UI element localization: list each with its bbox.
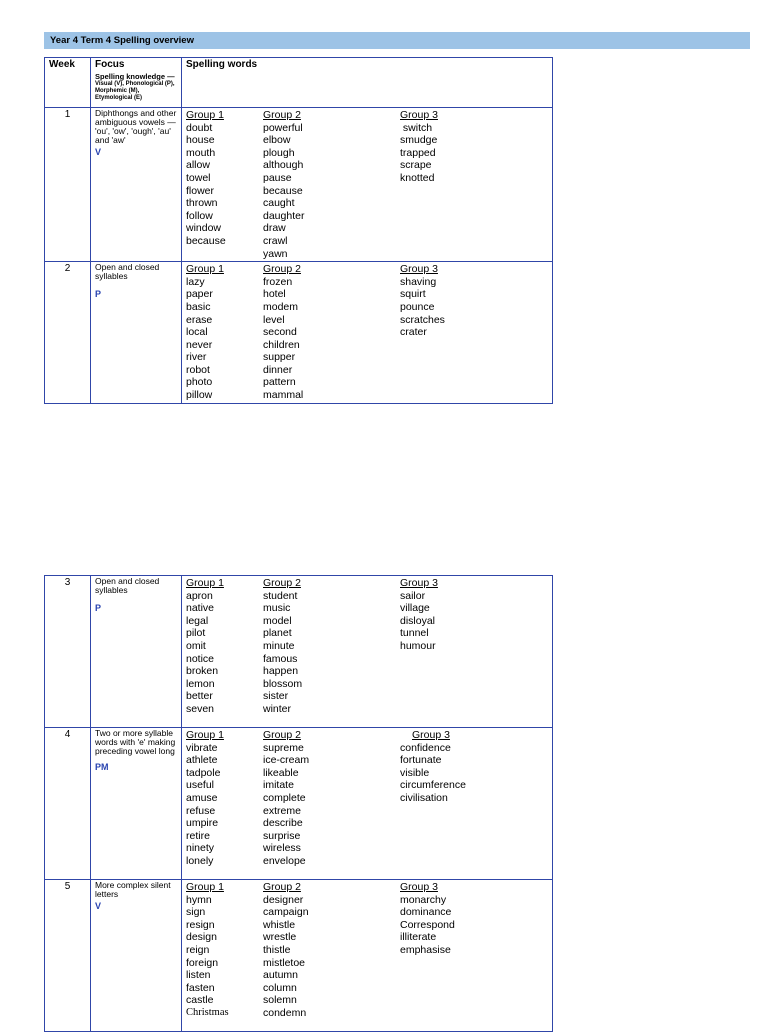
spelling-word: mouth bbox=[186, 146, 216, 159]
group-heading: Group 2 bbox=[263, 577, 301, 589]
spelling-word: paper bbox=[186, 288, 213, 301]
week-number: 3 bbox=[45, 576, 91, 728]
spelling-knowledge-detail: Visual (V), Phonological (P), Morphemic (M), Etymological (E) bbox=[95, 81, 175, 101]
spelling-knowledge-title: Spelling knowledge — bbox=[95, 72, 175, 81]
spelling-word: draw bbox=[263, 222, 286, 235]
spelling-word: Christmas bbox=[186, 1006, 229, 1018]
spelling-word: column bbox=[263, 981, 297, 994]
word-group-1 bbox=[186, 577, 263, 716]
spelling-word: wireless bbox=[263, 842, 301, 855]
spelling-word: fortunate bbox=[400, 754, 442, 767]
knowledge-code: V bbox=[95, 147, 102, 157]
spelling-word: although bbox=[263, 159, 304, 172]
word-group-3 bbox=[400, 263, 540, 402]
word-group-1 bbox=[186, 263, 263, 402]
spelling-word: describe bbox=[263, 817, 303, 830]
spelling-word: envelope bbox=[263, 854, 306, 867]
spelling-word: emphasise bbox=[400, 943, 451, 956]
word-group-1 bbox=[186, 109, 263, 260]
spelling-word: flower bbox=[186, 184, 215, 197]
word-group-1 bbox=[186, 881, 263, 1020]
spelling-word: trapped bbox=[400, 146, 436, 159]
spelling-words-header: Spelling words bbox=[182, 58, 553, 108]
spelling-word: river bbox=[186, 351, 207, 364]
spelling-word: monarchy bbox=[400, 893, 447, 906]
group-heading: Group 2 bbox=[263, 109, 301, 121]
spelling-word: umpire bbox=[186, 817, 219, 830]
spelling-word: scrape bbox=[400, 159, 432, 172]
spelling-word: hymn bbox=[186, 893, 212, 906]
spelling-word: allow bbox=[186, 159, 210, 172]
spelling-word: condemn bbox=[263, 1006, 307, 1019]
spelling-word: athlete bbox=[186, 754, 218, 767]
spelling-word: refuse bbox=[186, 804, 216, 817]
spelling-word: wrestle bbox=[263, 931, 297, 944]
spelling-word: famous bbox=[263, 652, 298, 665]
word-group-2 bbox=[263, 881, 400, 1020]
document-title: Year 4 Term 4 Spelling overview bbox=[44, 32, 750, 49]
week-row bbox=[45, 262, 553, 404]
spelling-word: plough bbox=[263, 146, 295, 159]
word-group-2 bbox=[263, 729, 400, 868]
spelling-word: mistletoe bbox=[263, 956, 306, 969]
spelling-word: autumn bbox=[263, 969, 299, 982]
spelling-word: omit bbox=[186, 639, 206, 652]
group-heading: Group 1 bbox=[186, 577, 224, 589]
header-row bbox=[45, 58, 553, 108]
spelling-word: ninety bbox=[186, 842, 215, 855]
spelling-word: sign bbox=[186, 906, 206, 919]
spelling-word: sailor bbox=[400, 589, 426, 602]
focus-description: Open and closed syllables bbox=[95, 262, 160, 282]
spelling-word: switch bbox=[400, 121, 433, 134]
spelling-word: dominance bbox=[400, 906, 452, 919]
group-heading: Group 3 bbox=[400, 263, 438, 276]
spelling-word: complete bbox=[263, 791, 306, 804]
spelling-word: model bbox=[263, 614, 292, 627]
spelling-word: planet bbox=[263, 627, 292, 640]
spelling-word: amuse bbox=[186, 791, 218, 804]
spelling-word: extreme bbox=[263, 804, 301, 817]
week-number: 2 bbox=[45, 262, 91, 404]
spelling-word: Correspond bbox=[400, 918, 455, 931]
spelling-word: surprise bbox=[263, 829, 301, 842]
focus-cell bbox=[91, 108, 182, 262]
spelling-word: caught bbox=[263, 197, 295, 210]
spelling-word: scratches bbox=[400, 313, 445, 326]
spelling-word: pattern bbox=[263, 376, 296, 389]
spelling-word: squirt bbox=[400, 288, 426, 301]
spelling-word: civilisation bbox=[400, 791, 448, 804]
spelling-word: thrown bbox=[186, 197, 218, 210]
week-number: 5 bbox=[45, 880, 91, 1032]
spelling-word: imitate bbox=[263, 779, 294, 792]
spelling-word: happen bbox=[263, 665, 299, 678]
spelling-word: vibrate bbox=[186, 741, 218, 754]
spelling-word: notice bbox=[186, 652, 215, 665]
group-heading: Group 2 bbox=[263, 263, 301, 276]
week-number: 1 bbox=[45, 108, 91, 262]
week-row bbox=[45, 108, 553, 262]
group-heading: Group 3 bbox=[400, 577, 438, 589]
spelling-word: humour bbox=[400, 639, 436, 652]
week-row bbox=[45, 728, 553, 880]
spelling-words-cell bbox=[182, 108, 553, 262]
spelling-word: pillow bbox=[186, 389, 213, 402]
spelling-word: yawn bbox=[263, 247, 288, 260]
word-group-2 bbox=[263, 109, 400, 260]
knowledge-code: P bbox=[95, 603, 102, 613]
spelling-words-cell bbox=[182, 576, 553, 728]
focus-description: Diphthongs and other ambiguous vowels — 'ou', 'ow', 'ough', 'au' and 'aw' bbox=[95, 108, 177, 145]
spelling-word: whistle bbox=[263, 918, 296, 931]
spelling-word: elbow bbox=[263, 134, 291, 147]
week-row bbox=[45, 880, 553, 1032]
spelling-word: better bbox=[186, 690, 213, 703]
focus-cell bbox=[91, 880, 182, 1032]
spelling-word: village bbox=[400, 602, 430, 615]
spelling-word: photo bbox=[186, 376, 213, 389]
focus-header-label: Focus bbox=[95, 59, 125, 70]
spelling-word: student bbox=[263, 589, 298, 602]
spelling-word: foreign bbox=[186, 956, 219, 969]
spelling-word: ice-cream bbox=[263, 754, 310, 767]
spelling-word: solemn bbox=[263, 994, 297, 1007]
spelling-word: native bbox=[186, 602, 215, 615]
group-heading: Group 1 bbox=[186, 881, 224, 893]
spelling-word: second bbox=[263, 326, 297, 339]
spelling-word: lonely bbox=[186, 854, 214, 867]
spelling-word: legal bbox=[186, 614, 209, 627]
word-group-1 bbox=[186, 729, 263, 868]
spelling-word: tunnel bbox=[400, 627, 429, 640]
spelling-word: lazy bbox=[186, 275, 205, 288]
group-heading: Group 1 bbox=[186, 729, 224, 741]
spelling-word: likeable bbox=[263, 766, 299, 779]
focus-cell bbox=[91, 728, 182, 880]
knowledge-code: V bbox=[95, 901, 102, 911]
spelling-word: mammal bbox=[263, 389, 304, 402]
spelling-table-page-1 bbox=[44, 57, 553, 404]
spelling-word: retire bbox=[186, 829, 210, 842]
spelling-word: crawl bbox=[263, 234, 288, 247]
spelling-word: window bbox=[186, 222, 222, 235]
spelling-word: smudge bbox=[400, 134, 438, 147]
spelling-word: sister bbox=[263, 690, 289, 703]
spelling-word: resign bbox=[186, 918, 215, 931]
spelling-word: apron bbox=[186, 589, 213, 602]
group-heading: Group 3 bbox=[400, 881, 438, 893]
spelling-word: listen bbox=[186, 969, 211, 982]
spelling-words-cell bbox=[182, 262, 553, 404]
spelling-word: disloyal bbox=[400, 614, 436, 627]
spelling-word: powerful bbox=[263, 121, 303, 134]
spelling-word: daughter bbox=[263, 209, 305, 222]
focus-header bbox=[91, 58, 182, 108]
focus-description: Two or more syllable words with 'e' making preceding vowel long bbox=[95, 728, 176, 756]
spelling-word: supper bbox=[263, 351, 296, 364]
spelling-word: because bbox=[263, 184, 303, 197]
spelling-word: shaving bbox=[400, 275, 437, 288]
spelling-word: design bbox=[186, 931, 217, 944]
focus-description: Open and closed syllables bbox=[95, 576, 160, 595]
focus-cell bbox=[91, 262, 182, 404]
spelling-word: frozen bbox=[263, 275, 293, 288]
spelling-word: towel bbox=[186, 171, 211, 184]
spelling-word: because bbox=[186, 234, 226, 247]
spelling-word: visible bbox=[400, 766, 430, 779]
spelling-word: local bbox=[186, 326, 208, 339]
spelling-word: thistle bbox=[263, 943, 291, 956]
spelling-word: modem bbox=[263, 300, 299, 313]
spelling-word: designer bbox=[263, 893, 304, 906]
spelling-word: pilot bbox=[186, 627, 206, 640]
spelling-word: castle bbox=[186, 994, 214, 1007]
spelling-words-cell bbox=[182, 880, 553, 1032]
knowledge-code: P bbox=[95, 289, 102, 300]
spelling-word: follow bbox=[186, 209, 213, 222]
spelling-word: erase bbox=[186, 313, 213, 326]
spelling-word: robot bbox=[186, 363, 210, 376]
spelling-word: minute bbox=[263, 639, 295, 652]
word-group-2 bbox=[263, 263, 400, 402]
spelling-word: winter bbox=[263, 702, 292, 715]
spelling-word: level bbox=[263, 313, 285, 326]
group-heading: Group 3 bbox=[400, 109, 438, 121]
spelling-word: useful bbox=[186, 779, 215, 792]
word-group-3 bbox=[400, 577, 540, 716]
word-group-3 bbox=[400, 881, 540, 1020]
week-row bbox=[45, 576, 553, 728]
focus-description: More complex silent letters bbox=[95, 880, 171, 899]
week-number: 4 bbox=[45, 728, 91, 880]
spelling-word: tadpole bbox=[186, 766, 221, 779]
spelling-word: campaign bbox=[263, 906, 309, 919]
spelling-word: supreme bbox=[263, 741, 304, 754]
spelling-word: seven bbox=[186, 702, 215, 715]
spelling-word: pause bbox=[263, 171, 292, 184]
spelling-word: pounce bbox=[400, 300, 435, 313]
spelling-word: knotted bbox=[400, 171, 435, 184]
knowledge-code: PM bbox=[95, 762, 109, 772]
week-header: Week bbox=[45, 58, 91, 108]
spelling-word: music bbox=[263, 602, 291, 615]
spelling-table-page-2 bbox=[44, 575, 553, 1032]
spelling-word: crater bbox=[400, 326, 427, 339]
group-heading: Group 2 bbox=[263, 729, 301, 741]
spelling-word: never bbox=[186, 338, 213, 351]
spelling-word: broken bbox=[186, 665, 219, 678]
word-group-3 bbox=[400, 109, 540, 260]
group-heading: Group 1 bbox=[186, 109, 224, 121]
spelling-word: confidence bbox=[400, 741, 451, 754]
spelling-word: doubt bbox=[186, 121, 213, 134]
spelling-word: illiterate bbox=[400, 931, 437, 944]
spelling-word: basic bbox=[186, 300, 211, 313]
spelling-word: blossom bbox=[263, 677, 303, 690]
spelling-word: house bbox=[186, 134, 215, 147]
spelling-word: reign bbox=[186, 943, 210, 956]
focus-cell bbox=[91, 576, 182, 728]
spelling-word: hotel bbox=[263, 288, 286, 301]
group-heading: Group 1 bbox=[186, 263, 224, 276]
spelling-words-cell bbox=[182, 728, 553, 880]
group-heading: Group 3 bbox=[412, 729, 450, 741]
spelling-word: children bbox=[263, 338, 300, 351]
spelling-word: lemon bbox=[186, 677, 215, 690]
group-heading: Group 2 bbox=[263, 881, 301, 893]
spelling-word: fasten bbox=[186, 981, 215, 994]
word-group-2 bbox=[263, 577, 400, 716]
spelling-word: dinner bbox=[263, 363, 293, 376]
word-group-3 bbox=[400, 729, 540, 868]
spelling-word: circumference bbox=[400, 779, 466, 792]
